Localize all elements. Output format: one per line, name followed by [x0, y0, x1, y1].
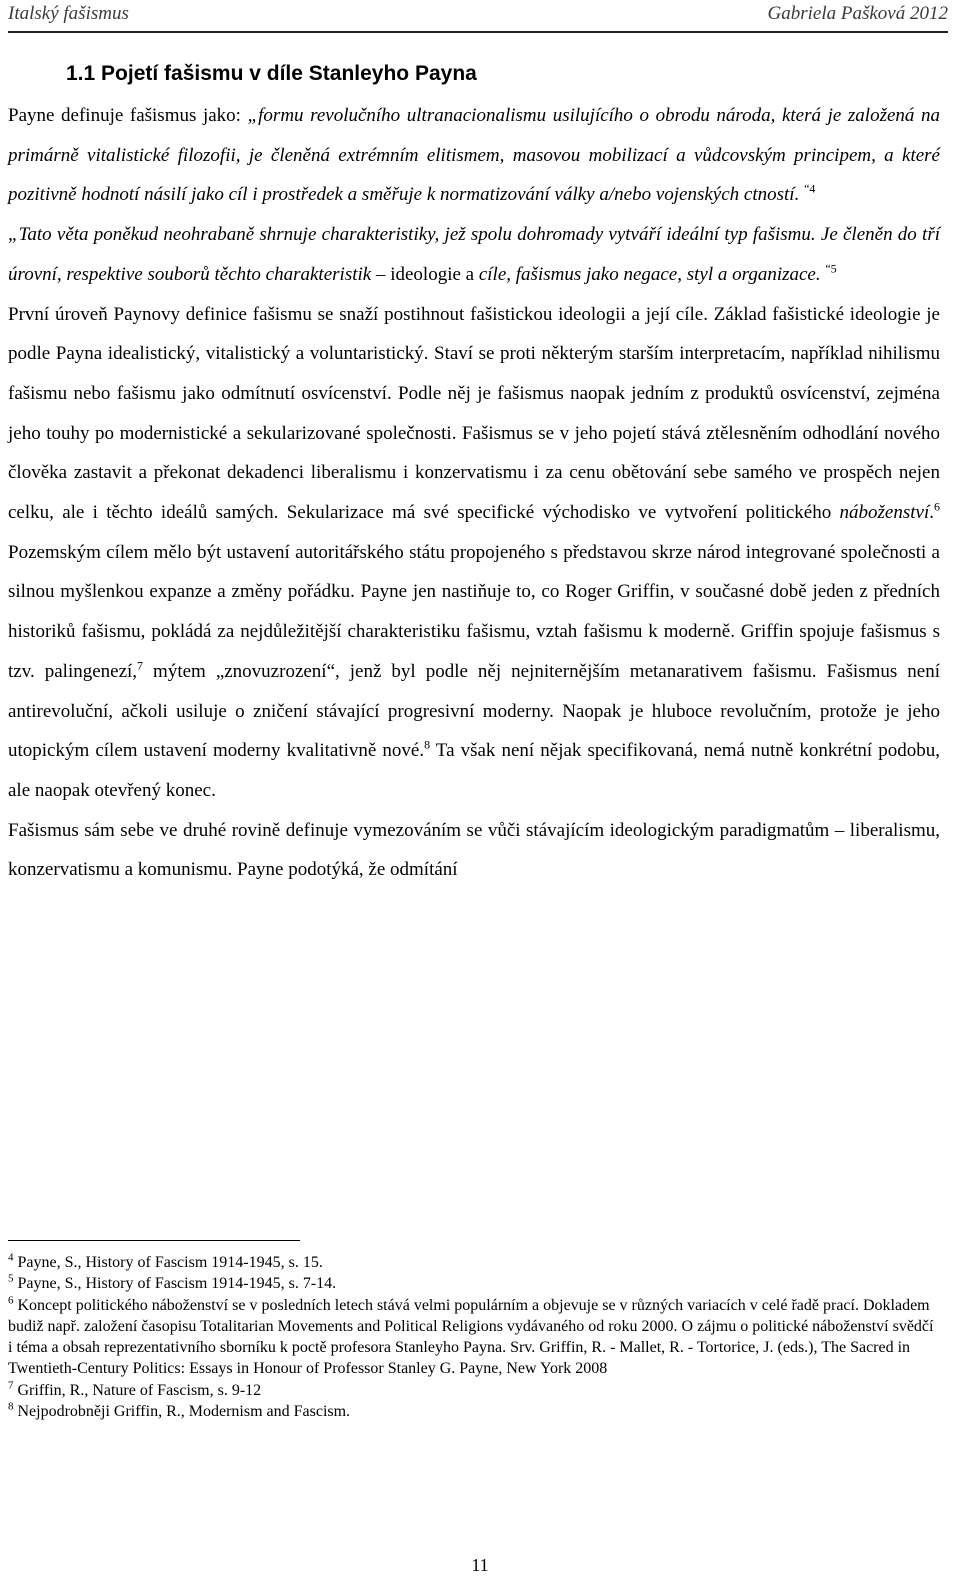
header-title: Italský fašismus — [8, 3, 129, 24]
footnote-ref-4: “4 — [804, 182, 816, 197]
footnote-number: 7 — [8, 1379, 14, 1392]
paragraph-summary — [8, 215, 940, 294]
footnote-text: Payne, S., History of Fascism 1914-1945, s. 15. — [17, 1254, 323, 1271]
summary-mid: – ideologie a — [371, 263, 479, 285]
footnote-text: Nejpodrobněji Griffin, R., Modernism and Fascism. — [17, 1403, 351, 1421]
page-number: 11 — [471, 1555, 489, 1575]
footnote-text: Koncept politického náboženství se v posledních letech stává velmi populárním a objevuje se v různých variacích v celé řadě prací. Dokladem budiž např. založení časopisu Totalitarian Movements and Political Religions vydávaného od roku 2000. O zájmu o politické náboženství svědčí i téma a obsah reprezentativního sborníku k poctě profesora Stanleyho Payna. Srv. Griffin, R. - Mallet, R. - Tortorice, J. (eds.), The Sacred in Twentieth-Century Politics: Essays in Honour of Professor Stanley G. Payne, New York 2008 — [8, 1296, 934, 1378]
paragraph-second-level: Fašismus sám sebe ve druhé rovině definuje vymezováním se vůči stávajícím ideologickým paradigmatům – liberalismu, konzervatismu a komunismu. Payne podotýká, že odmítání — [8, 819, 940, 881]
header-author-year: Gabriela Pašková 2012 — [767, 3, 948, 24]
paragraph-ideology — [8, 295, 940, 811]
footnote-text: Payne, S., History of Fascism 1914-1945, s. 7-14. — [17, 1275, 337, 1293]
footnote-text: Griffin, R., Nature of Fascism, s. 9-12 — [17, 1381, 262, 1399]
definition-lead: Payne definuje fašismus jako: — [8, 105, 248, 126]
footnotes — [8, 1252, 940, 1422]
ideology-text-3: mýtem „znovuzrození“, jenž byl podle něj nejniternějším metanarativem fašismu. Fašismus není antirevoluční, ačkoli usiluje o zničení stávající progresivní moderny. Naopak je hluboce revolučním, protože je jeho utopickým cílem ustavení moderny kvalitativně nové. — [8, 660, 940, 762]
footnote — [8, 1252, 940, 1273]
footnote — [8, 1401, 940, 1422]
footnote-number: 5 — [8, 1272, 14, 1285]
definition-quote: „formu revolučního ultranacionalismu usilujícího o obrodu národa, která je založená na primárně vitalistické filozofii, je členěná extrémním elitismem, masovou mobilizací a vůdcovským principem, a které pozitivně hodnotí násilí jako cíl i prostředek a směřuje k normatizování války a/nebo vojenských ctností. — [8, 105, 940, 206]
ideology-text-1: První úroveň Paynovy definice fašismu se snaží postihnout fašistickou ideologii a její cíle. Základ fašistické ideologie je podle Payna idealistický, vitalistický a voluntaristický. Staví se proti některým starším interpretacím, například nihilismu fašismu nebo fašismu jako odmítnutí osvícenství. Podle něj je fašismus naopak jedním z produktů osvícenství, zejména jeho touhy po modernistické a sekularizované společnosti. Fašismus se v jeho pojetí stává ztělesněním odhodlání nového člověka zastavit a překonat dekadenci liberalismu i konzervatismu i za cenu obětování sebe samého ve prospěch nejen celku, ale i těchto ideálů samých. Sekularizace má své specifické východisko ve vytvoření politického — [8, 303, 940, 524]
paragraph-definition — [8, 96, 940, 215]
section-heading: 1.1 Pojetí fašismu v díle Stanleyho Payna — [66, 62, 477, 85]
footnote-ref-5: “5 — [825, 261, 837, 276]
footnote-number: 4 — [8, 1251, 14, 1264]
ideology-period: . — [929, 502, 934, 524]
footnote-ref-8: 8 — [424, 737, 431, 752]
footnote-number: 6 — [8, 1294, 14, 1307]
footnote-number: 8 — [8, 1400, 14, 1413]
footnote — [8, 1380, 940, 1401]
ideology-italic: náboženství — [839, 502, 930, 524]
body-text — [8, 96, 940, 890]
footnote — [8, 1295, 940, 1380]
summary-quote-end: cíle, fašismus jako negace, styl a organizace. — [478, 263, 821, 285]
footnote-separator — [8, 1240, 300, 1241]
summary-quote: „Tato věta poněkud neohrabaně shrnuje charakteristiky, jež spolu dohromady vytváří ideální typ fašismu. Je členěn do tří úrovní, respektive souborů těchto charakteristik — [8, 224, 940, 285]
footnote — [8, 1273, 940, 1294]
ideology-text-2: Pozemským cílem mělo být ustavení autoritářského státu propojeného s představou skrze národ integrované společnosti a silnou myšlenkou expanze a změny pořádku. Payne jen nastiňuje to, co Roger Griffin, v současné době jeden z předních historiků fašismu, pokládá za nejdůležitější charakteristiku fašismu, vztah fašismu k moderně. Griffin spojuje fašismus s tzv. palingenezí, — [8, 541, 940, 682]
header-rule — [8, 31, 948, 33]
footnote-ref-7: 7 — [137, 658, 144, 673]
ideology-text-4: Ta však není nějak specifikovaná, nemá nutně konkrétní podobu, ale naopak otevřený konec. — [8, 740, 940, 801]
page-header — [8, 0, 948, 30]
footnote-ref-6: 6 — [934, 499, 940, 514]
